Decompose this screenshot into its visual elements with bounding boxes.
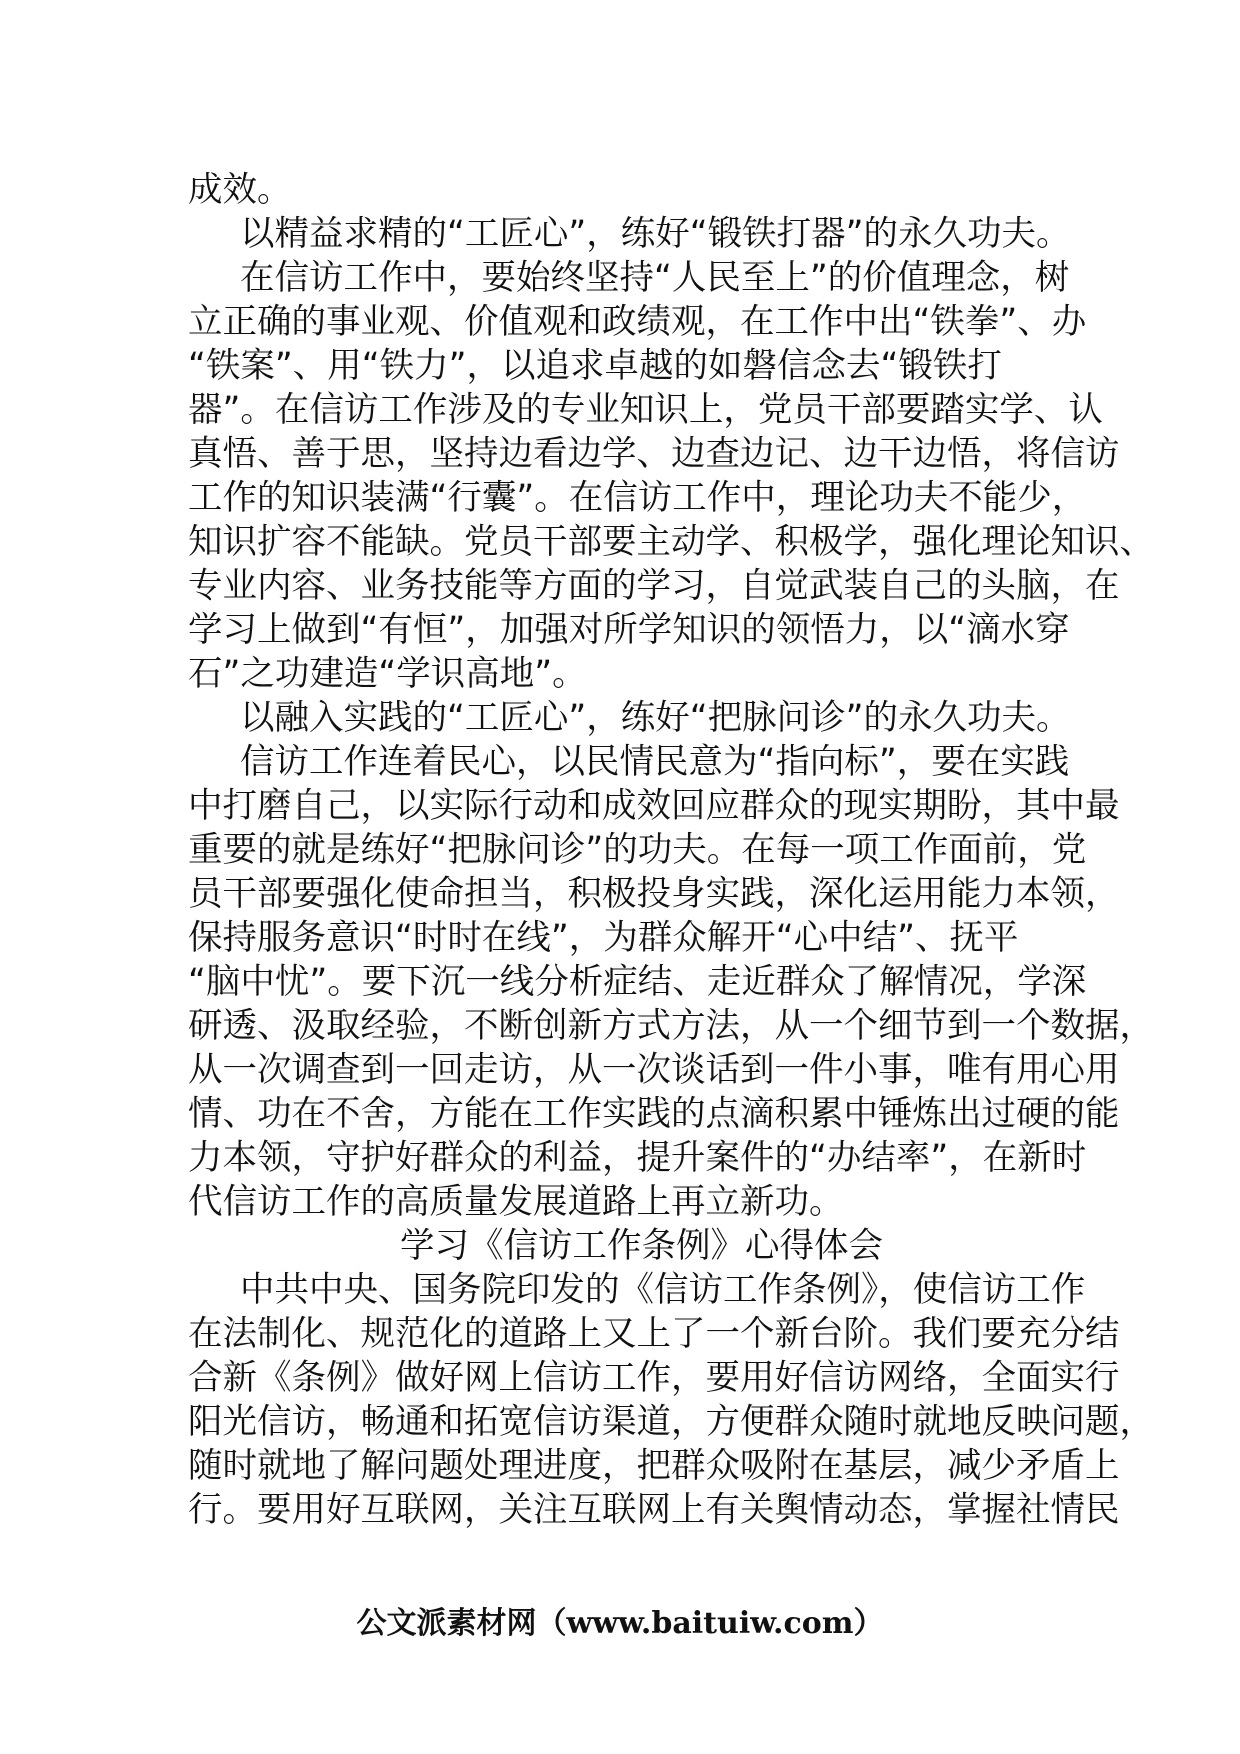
- body-line-15: 中打磨自己，以实际行动和成效回应群众的现实期盼，其中最: [188, 786, 1120, 826]
- body-line-1: 成效。: [188, 170, 292, 210]
- body-line-27: 在法制化、规范化的道路上又上了一个新台阶。我们要充分结: [188, 1314, 1120, 1354]
- body-line-26: 中共中央、国务院印发的《信访工作条例》，使信访工作: [240, 1270, 1086, 1310]
- body-line-22: 情、功在不舍，方能在工作实践的点滴积累中锤炼出过硬的能: [188, 1094, 1120, 1134]
- body-line-20: 研透、汲取经验，不断创新方式方法，从一个细节到一个数据，: [188, 1006, 1154, 1046]
- body-line-21: 从一次调查到一回走访，从一次谈话到一件小事，唯有用心用: [188, 1050, 1120, 1090]
- body-line-12: 石”之功建造“学识高地”。: [188, 654, 587, 694]
- body-line-18: 保持服务意识“时时在线”，为群众解开“心中结”、抚平: [188, 918, 1019, 958]
- body-line-6: 器”。在信访工作涉及的专业知识上，党员干部要踏实学、认: [188, 390, 1103, 430]
- article-title: 学习《信访工作条例》心得体会: [400, 1226, 883, 1266]
- body-line-5: “铁案”、用“铁力”，以追求卓越的如磐信念去“锻铁打: [188, 346, 1002, 386]
- body-line-23: 力本领，守护好群众的利益，提升案件的“办结率”，在新时: [188, 1138, 1087, 1178]
- body-line-16: 重要的就是练好“把脉问诊”的功夫。在每一项工作面前，党: [188, 830, 1087, 870]
- body-line-24: 代信访工作的高质量发展道路上再立新功。: [188, 1182, 844, 1222]
- body-line-4: 立正确的事业观、价值观和政绩观，在工作中出“铁拳”、办: [188, 302, 1087, 342]
- body-line-8: 工作的知识装满“行囊”。在信访工作中，理论功夫不能少，: [188, 478, 1087, 518]
- body-line-19: “脑中忧”。要下沉一线分析症结、走近群众了解情况，学深: [188, 962, 1087, 1002]
- section-heading-practice: 以融入实践的“工匠心”，练好“把脉问诊”的永久功夫。: [240, 698, 1071, 738]
- body-line-30: 随时就地了解问题处理进度，把群众吸附在基层，减少矛盾上: [188, 1446, 1120, 1486]
- body-line-28: 合新《条例》做好网上信访工作，要用好信访网络，全面实行: [188, 1358, 1120, 1398]
- body-line-31: 行。要用好互联网，关注互联网上有关舆情动态，掌握社情民: [188, 1490, 1120, 1530]
- body-line-7: 真悟、善于思，坚持边看边学、边查边记、边干边悟，将信访: [188, 434, 1120, 474]
- body-line-17: 员干部要强化使命担当，积极投身实践，深化运用能力本领，: [188, 874, 1120, 914]
- footer-watermark-text: 公文派素材网（www.baituiw.com）: [356, 1606, 884, 1641]
- body-line-9: 知识扩容不能缺。党员干部要主动学、积极学，强化理论知识、: [188, 522, 1154, 562]
- body-line-29: 阳光信访，畅通和拓宽信访渠道，方便群众随时就地反映问题，: [188, 1402, 1154, 1442]
- body-line-10: 专业内容、业务技能等方面的学习，自觉武装自己的头脑，在: [188, 566, 1120, 606]
- section-heading-craftsman-heart: 以精益求精的“工匠心”，练好“锻铁打器”的永久功夫。: [240, 214, 1071, 254]
- body-line-14: 信访工作连着民心，以民情民意为“指向标”，要在实践: [240, 742, 1070, 782]
- body-line-11: 学习上做到“有恒”，加强对所学知识的领悟力，以“滴水穿: [188, 610, 1070, 650]
- body-line-3: 在信访工作中，要始终坚持“人民至上”的价值理念，树: [240, 258, 1070, 298]
